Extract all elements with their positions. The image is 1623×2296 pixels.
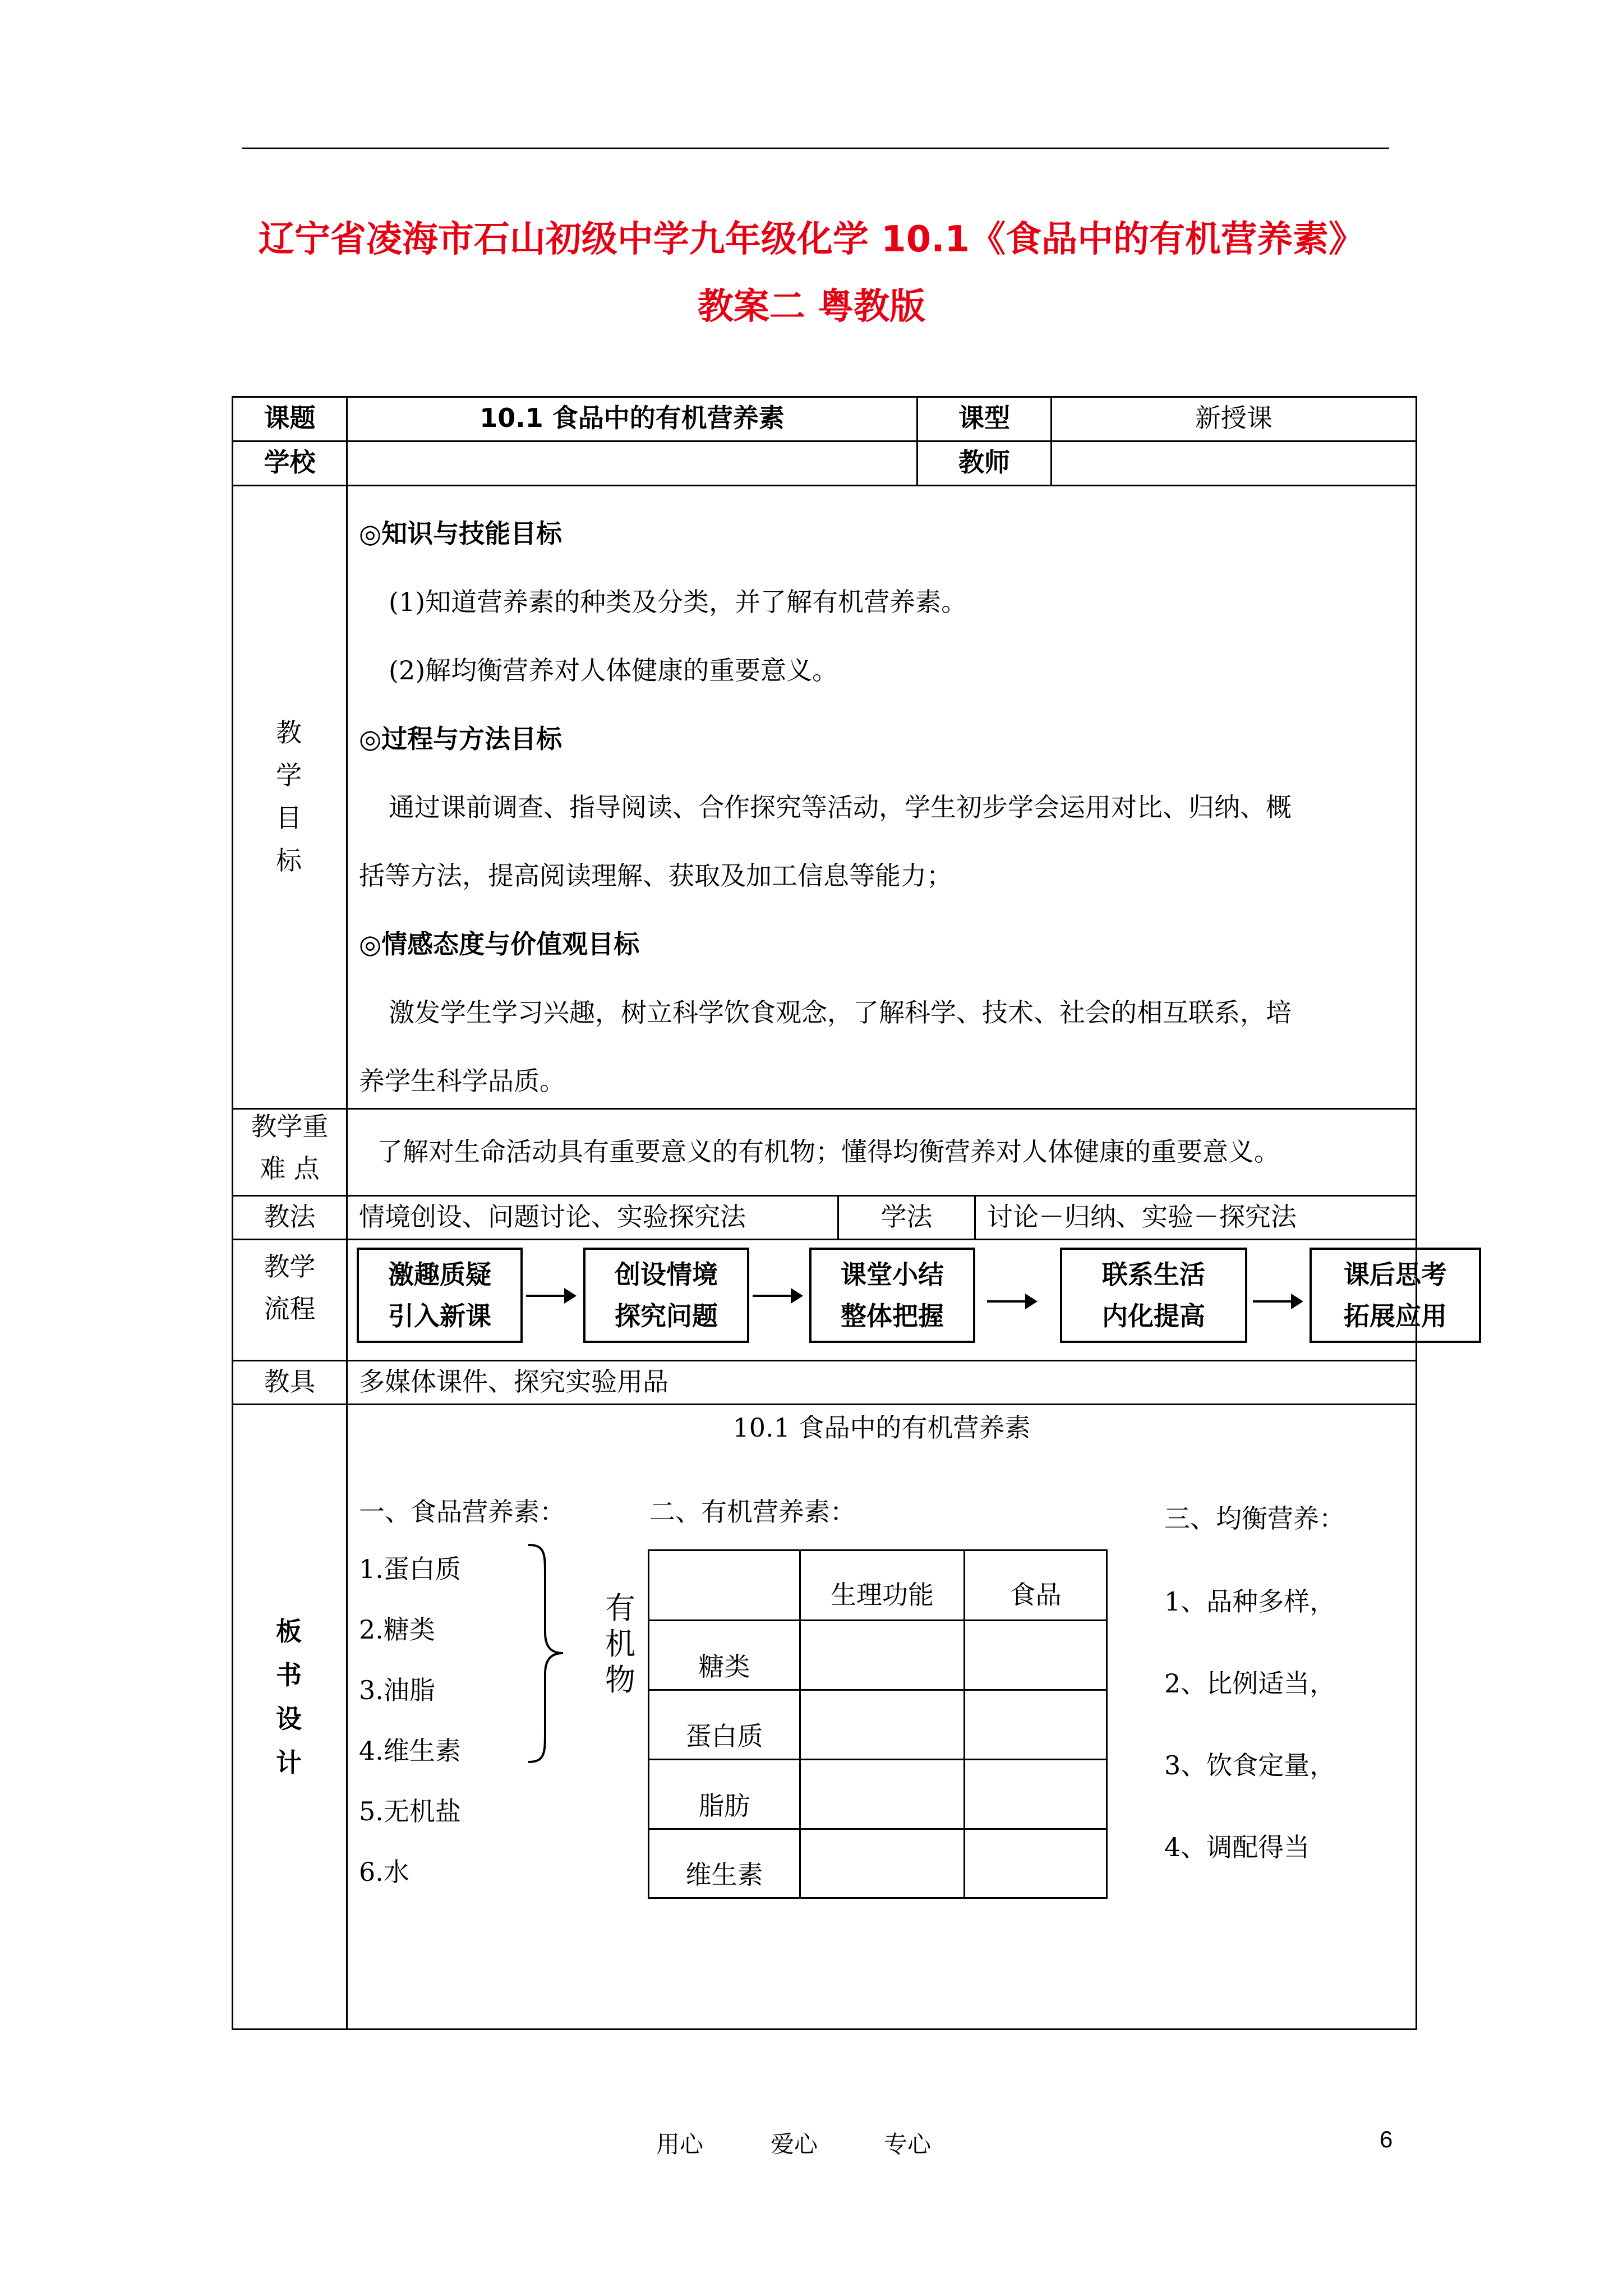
list-item: 1.蛋白质 bbox=[359, 1554, 461, 1584]
objective-heading-knowledge: ◎知识与技能目标 bbox=[359, 518, 562, 549]
label-learn: 学法 bbox=[880, 1202, 933, 1232]
topic-value: 10.1 食品中的有机营养素 bbox=[479, 403, 785, 433]
board-title: 10.1 食品中的有机营养素 bbox=[732, 1412, 1031, 1443]
label-flow-1: 教学 bbox=[264, 1251, 316, 1282]
method-value: 情境创设、问题讨论、实验探究法 bbox=[359, 1202, 746, 1232]
label-keypoints-2: 难 点 bbox=[260, 1153, 320, 1184]
grid-row-label: 脂肪 bbox=[698, 1791, 750, 1821]
flow-step: 课堂小结 整体把握 bbox=[809, 1248, 975, 1343]
footer-text: 用心 bbox=[656, 2131, 704, 2158]
arrow-right-icon bbox=[753, 1295, 801, 1297]
objective-line: 括等方法，提高阅读理解、获取及加工信息等能力； bbox=[359, 861, 952, 891]
footer-text: 爱心 bbox=[771, 2131, 818, 2158]
flow-step: 创设情境 探究问题 bbox=[583, 1248, 749, 1343]
objective-line: (1)知道营养素的种类及分类，并了解有机营养素。 bbox=[389, 587, 967, 617]
keypoints-value: 了解对生命活动具有重要意义的有机物；懂得均衡营养对人体健康的重要意义。 bbox=[377, 1137, 1280, 1167]
label-tools: 教具 bbox=[264, 1366, 316, 1397]
label-method: 教法 bbox=[264, 1202, 316, 1232]
objective-line: 通过课前调查、指导阅读、合作探究等活动，学生初步学会运用对比、归纳、概 bbox=[389, 792, 1292, 822]
flow-step: 联系生活 内化提高 bbox=[1060, 1248, 1247, 1343]
arrow-right-icon bbox=[1253, 1300, 1301, 1303]
list-item: 3、饮食定量， bbox=[1164, 1750, 1336, 1780]
arrow-right-icon bbox=[987, 1300, 1035, 1303]
label-flow-2: 流程 bbox=[264, 1294, 316, 1324]
board-section-3: 三、均衡营养： bbox=[1164, 1503, 1345, 1534]
document-title-line2: 教案二 粤教版 bbox=[697, 286, 926, 328]
curly-brace-icon bbox=[526, 1543, 565, 1764]
grid-row-label: 糖类 bbox=[698, 1651, 750, 1682]
grid-row-label: 维生素 bbox=[685, 1860, 763, 1890]
label-type: 课型 bbox=[958, 403, 1010, 433]
grid-row-label: 蛋白质 bbox=[685, 1721, 763, 1751]
list-item: 1、品种多样， bbox=[1164, 1586, 1336, 1617]
objective-line: (2)解均衡营养对人体健康的重要意义。 bbox=[389, 655, 838, 685]
list-item: 2、比例适当， bbox=[1164, 1668, 1336, 1699]
label-topic: 课题 bbox=[264, 403, 316, 433]
board-section-2: 二、有机营养素： bbox=[649, 1497, 856, 1527]
objective-line: 激发学生学习兴趣，树立科学饮食观念，了解科学、技术、社会的相互联系，培 bbox=[389, 997, 1292, 1028]
list-item: 5.无机盐 bbox=[359, 1796, 461, 1826]
list-item: 6.水 bbox=[359, 1857, 409, 1887]
learn-value: 讨论－归纳、实验－探究法 bbox=[987, 1202, 1297, 1232]
footer-text: 专心 bbox=[884, 2131, 932, 2158]
document-title-line1: 辽宁省凌海市石山初级中学九年级化学 10.1《食品中的有机营养素》 bbox=[258, 219, 1365, 260]
objective-heading-attitude: ◎情感态度与价值观目标 bbox=[359, 929, 640, 959]
board-section-1: 一、食品营养素： bbox=[359, 1497, 565, 1527]
type-value: 新授课 bbox=[1195, 403, 1272, 433]
list-item: 3.油脂 bbox=[359, 1675, 435, 1705]
tools-value: 多媒体课件、探究实验用品 bbox=[359, 1366, 668, 1397]
grid-header: 食品 bbox=[1009, 1580, 1062, 1610]
header-rule bbox=[242, 148, 1389, 149]
list-item: 4.维生素 bbox=[359, 1736, 461, 1766]
objective-heading-process: ◎过程与方法目标 bbox=[359, 724, 562, 754]
flow-step: 课后思考 拓展应用 bbox=[1310, 1248, 1481, 1343]
list-item: 2.糖类 bbox=[359, 1614, 435, 1645]
list-item: 4、调配得当 bbox=[1164, 1832, 1310, 1862]
objective-line: 养学生科学品质。 bbox=[359, 1066, 565, 1096]
grid-header: 生理功能 bbox=[831, 1580, 934, 1610]
page-number: 6 bbox=[1380, 2126, 1393, 2152]
label-school: 学校 bbox=[264, 447, 316, 477]
label-keypoints-1: 教学重 bbox=[251, 1111, 329, 1142]
label-teacher: 教师 bbox=[958, 447, 1010, 477]
arrow-right-icon bbox=[526, 1295, 574, 1297]
flow-step: 激趣质疑 引入新课 bbox=[357, 1248, 523, 1343]
